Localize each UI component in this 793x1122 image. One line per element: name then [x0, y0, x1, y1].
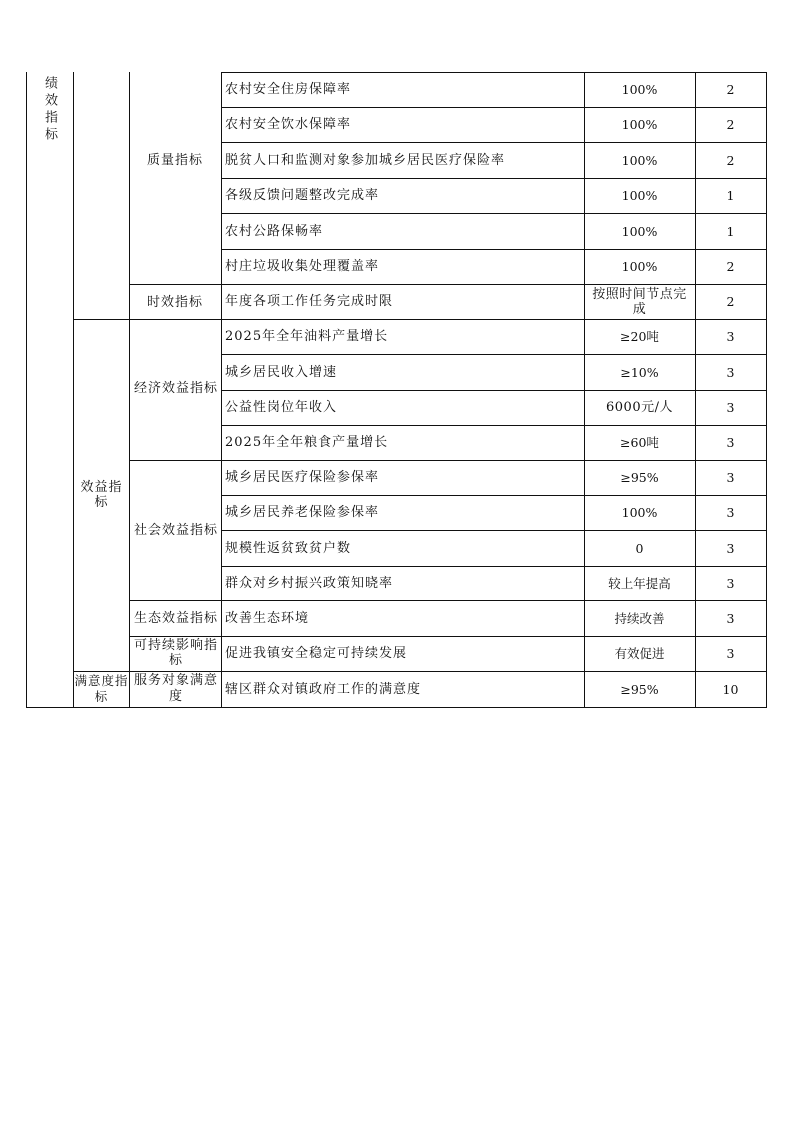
row-score: 2 [726, 82, 735, 97]
row-indicator-name: 城乡居民收入增速 [225, 364, 338, 380]
row-score: 3 [726, 540, 735, 556]
grid-hline [221, 600, 767, 601]
row-target-value: 0 [635, 540, 644, 556]
row-target-value: 100% [621, 152, 658, 168]
row-score: 3 [726, 329, 735, 344]
row-target-value: ≥60吨 [620, 435, 659, 450]
grid-hline [221, 495, 767, 496]
row-score: 2 [726, 259, 735, 274]
row-target-value: 较上年提高 [608, 575, 671, 591]
grid-hline [221, 460, 767, 461]
row-score: 3 [726, 646, 735, 661]
grid-hline [221, 319, 767, 320]
grid-hline [221, 354, 767, 355]
row-indicator-name: 促进我镇安全稳定可持续发展 [225, 646, 408, 661]
level3-service-object-satisfaction: 服务对象满意度 [134, 673, 218, 704]
row-indicator-name: 村庄垃圾收集处理覆盖率 [225, 259, 380, 274]
row-target-value: 100% [621, 505, 658, 520]
grid-hline [129, 319, 222, 320]
row-indicator-name: 城乡居民养老保险参保率 [225, 505, 380, 520]
grid-hline [221, 107, 767, 108]
row-score: 1 [726, 188, 735, 203]
grid-hline [221, 72, 767, 73]
row-target-value: 持续改善 [614, 610, 665, 626]
row-indicator-name: 各级反馈问题整改完成率 [225, 188, 380, 203]
grid-hline [221, 213, 767, 214]
grid-hline [129, 284, 222, 285]
level1-performance-indicator: 绩效指标 [42, 76, 57, 144]
row-indicator-name: 辖区群众对镇政府工作的满意度 [225, 681, 422, 697]
level3-timeliness-indicator: 时效指标 [146, 294, 203, 310]
grid-hline [26, 707, 74, 708]
row-score: 3 [726, 470, 735, 485]
grid-hline [129, 707, 222, 708]
level3-social-benefit-indicator: 社会效益指标 [134, 522, 218, 538]
row-indicator-name: 城乡居民医疗保险参保率 [225, 470, 380, 485]
grid-hline [221, 636, 767, 637]
row-target-value: ≥95% [620, 681, 659, 697]
grid-vline [26, 72, 27, 708]
row-indicator-name: 群众对乡村振兴政策知晓率 [225, 575, 394, 591]
level3-economic-benefit-indicator: 经济效益指标 [134, 380, 218, 396]
level3-quality-indicator: 质量指标 [146, 152, 203, 168]
grid-hline [221, 530, 767, 531]
row-score: 3 [726, 400, 735, 415]
row-indicator-name: 年度各项工作任务完成时限 [225, 294, 394, 309]
row-indicator-name: 公益性岗位年收入 [225, 400, 338, 415]
grid-hline [221, 566, 767, 567]
grid-hline [221, 671, 767, 672]
level3-sustainable-impact-indicator: 可持续影响指标 [133, 638, 218, 668]
row-target-value: ≥20吨 [620, 329, 659, 344]
row-score: 2 [726, 294, 735, 309]
grid-hline [129, 460, 222, 461]
grid-hline [221, 284, 767, 285]
row-score: 1 [726, 223, 735, 239]
grid-hline [221, 425, 767, 426]
grid-hline [129, 636, 222, 637]
row-score: 2 [726, 152, 735, 168]
row-target-value: 100% [621, 223, 658, 239]
level3-ecological-benefit-indicator: 生态效益指标 [134, 610, 218, 626]
row-indicator-name: 脱贫人口和监测对象参加城乡居民医疗保险率 [225, 152, 506, 168]
grid-hline [73, 319, 130, 320]
grid-hline [221, 707, 767, 708]
row-score: 3 [726, 610, 735, 626]
grid-vline [129, 72, 130, 708]
row-target-value: 有效促进 [614, 646, 665, 661]
row-score: 3 [726, 364, 735, 380]
row-indicator-name: 规模性返贫致贫户数 [225, 540, 352, 556]
grid-hline [129, 671, 222, 672]
level2-benefit-indicator: 效益指标 [80, 480, 123, 510]
row-indicator-name: 2025年全年粮食产量增长 [225, 435, 389, 450]
row-indicator-name: 农村公路保畅率 [225, 223, 324, 239]
row-score: 3 [726, 435, 735, 450]
grid-hline [221, 178, 767, 179]
row-score: 2 [726, 117, 735, 132]
grid-vline [73, 72, 74, 708]
row-target-value: 100% [621, 259, 658, 274]
row-indicator-name: 农村安全住房保障率 [225, 82, 352, 97]
row-target-value: 按照时间节点完成 [592, 286, 687, 317]
row-target-value: 6000元/人 [606, 400, 673, 415]
grid-hline [221, 142, 767, 143]
row-score: 3 [726, 575, 735, 591]
row-indicator-name: 2025年全年油料产量增长 [225, 329, 389, 344]
grid-hline [221, 390, 767, 391]
row-score: 3 [726, 505, 735, 520]
level2-satisfaction-indicator: 满意度指标 [74, 673, 129, 704]
grid-hline [129, 600, 222, 601]
grid-hline [73, 707, 130, 708]
row-target-value: ≥95% [620, 470, 659, 485]
row-indicator-name: 改善生态环境 [225, 610, 310, 626]
grid-hline [73, 671, 130, 672]
row-indicator-name: 农村安全饮水保障率 [225, 117, 352, 132]
row-target-value: ≥10% [620, 364, 659, 380]
row-target-value: 100% [621, 117, 658, 132]
grid-hline [221, 249, 767, 250]
row-target-value: 100% [621, 188, 658, 203]
row-target-value: 100% [621, 82, 658, 97]
row-score: 10 [722, 681, 739, 697]
